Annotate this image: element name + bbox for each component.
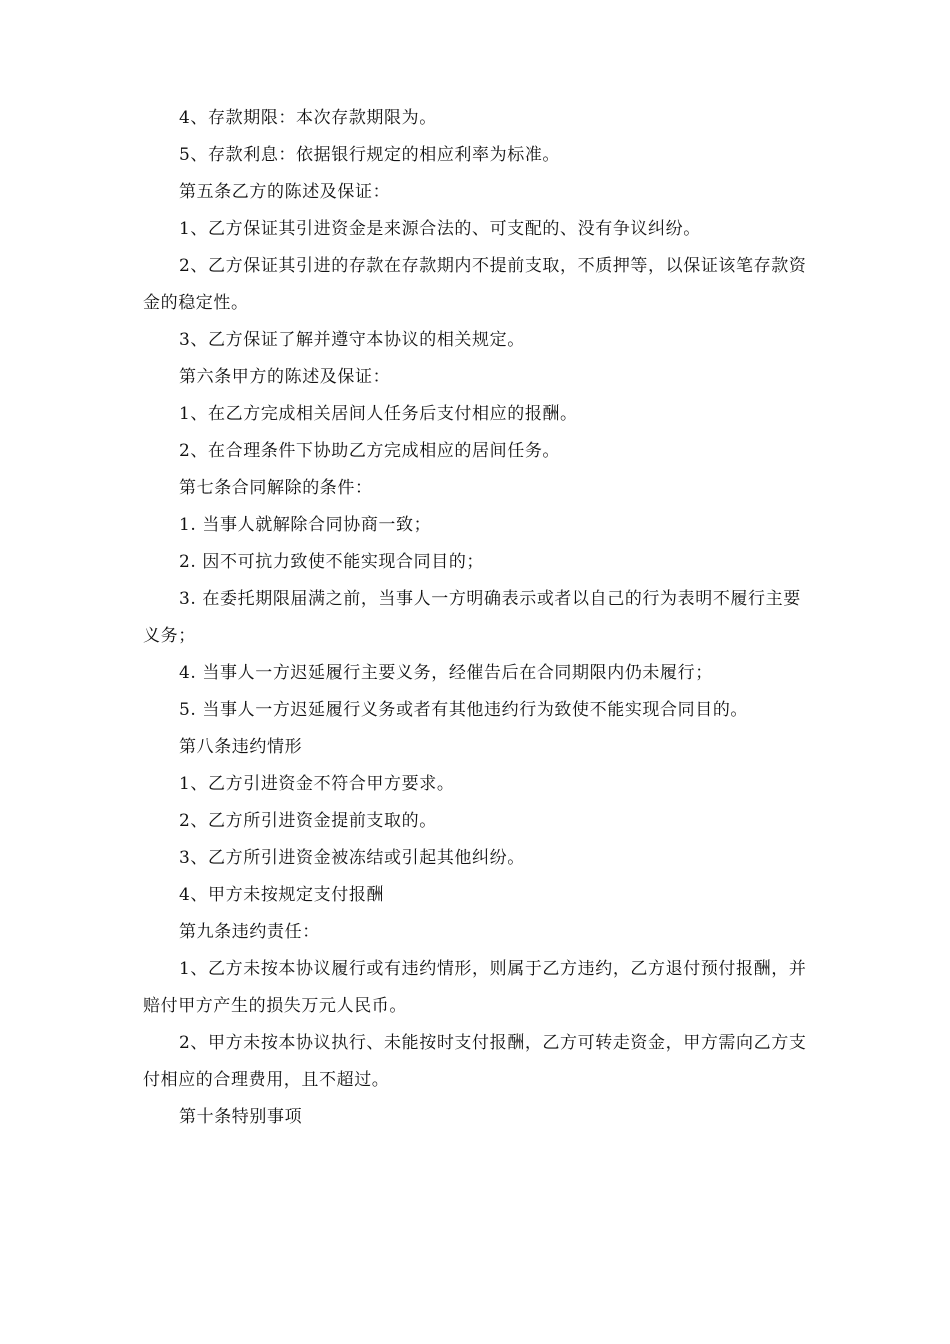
article-7-item-2: 2. 因不可抗力致使不能实现合同目的； bbox=[179, 552, 485, 572]
article-9-heading: 第九条违约责任： bbox=[179, 922, 320, 942]
article-6-item-1: 1、在乙方完成相关居间人任务后支付相应的报酬。 bbox=[179, 404, 578, 424]
paragraph-deposit-interest: 5、存款利息：依据银行规定的相应利率为标准。 bbox=[179, 145, 561, 165]
article-9-item-2: 2、甲方未按本协议执行、未能按时支付报酬，乙方可转走资金，甲方需向乙方支付相应的合理费用，且不超过。 bbox=[143, 1033, 807, 1090]
article-6-heading: 第六条甲方的陈述及保证： bbox=[179, 367, 391, 387]
article-8-item-2: 2、乙方所引进资金提前支取的。 bbox=[179, 811, 437, 831]
article-8-heading: 第八条违约情形 bbox=[179, 737, 303, 757]
article-7-item-1: 1. 当事人就解除合同协商一致； bbox=[179, 515, 432, 535]
article-8-item-3: 3、乙方所引进资金被冻结或引起其他纠纷。 bbox=[179, 848, 525, 868]
article-7-item-4: 4. 当事人一方迟延履行主要义务，经催告后在合同期限内仍未履行； bbox=[179, 663, 713, 683]
article-5-item-1: 1、乙方保证其引进资金是来源合法的、可支配的、没有争议纠纷。 bbox=[179, 219, 701, 239]
article-5-item-3: 3、乙方保证了解并遵守本协议的相关规定。 bbox=[179, 330, 525, 350]
article-10-heading: 第十条特别事项 bbox=[179, 1107, 303, 1127]
article-7-heading: 第七条合同解除的条件： bbox=[179, 478, 373, 498]
article-7-item-3: 3. 在委托期限届满之前，当事人一方明确表示或者以自己的行为表明不履行主要义务； bbox=[143, 589, 801, 646]
paragraph-deposit-term: 4、存款期限：本次存款期限为。 bbox=[179, 108, 437, 128]
article-5-heading: 第五条乙方的陈述及保证： bbox=[179, 182, 391, 202]
article-9-item-1: 1、乙方未按本协议履行或有违约情形，则属于乙方违约，乙方退付预付报酬，并赔付甲方产生的损失万元人民币。 bbox=[143, 959, 807, 1016]
article-8-item-1: 1、乙方引进资金不符合甲方要求。 bbox=[179, 774, 455, 794]
article-7-item-5: 5. 当事人一方迟延履行义务或者有其他违约行为致使不能实现合同目的。 bbox=[179, 700, 749, 720]
article-8-item-4: 4、甲方未按规定支付报酬 bbox=[179, 885, 385, 905]
document-body bbox=[143, 100, 807, 1136]
article-5-item-2: 2、乙方保证其引进的存款在存款期内不提前支取，不质押等，以保证该笔存款资金的稳定性。 bbox=[143, 256, 807, 313]
article-6-item-2: 2、在合理条件下协助乙方完成相应的居间任务。 bbox=[179, 441, 561, 461]
